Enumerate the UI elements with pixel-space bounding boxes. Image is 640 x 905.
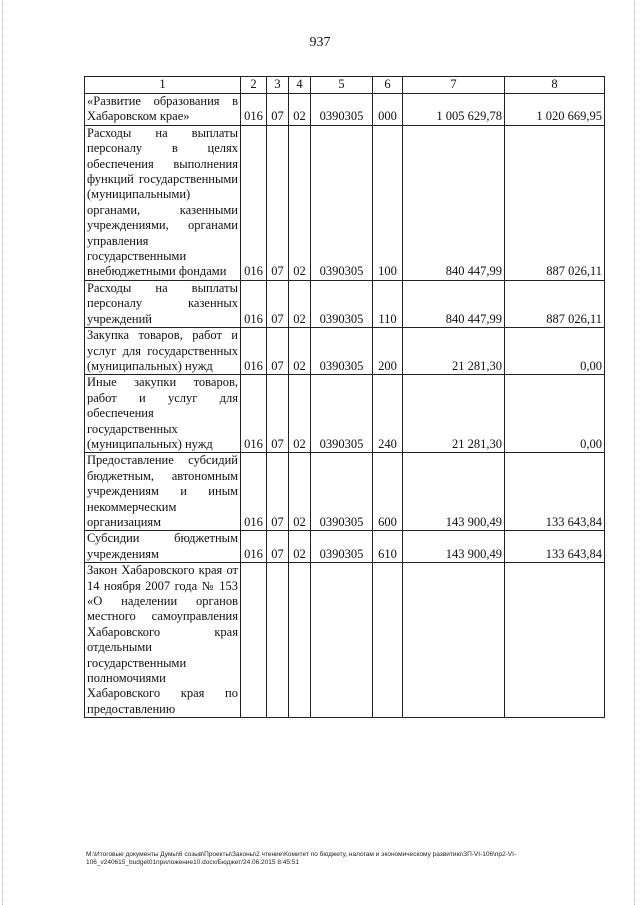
row-amount-year1: 21 281,30: [403, 375, 505, 453]
budget-table: [84, 76, 605, 718]
row-amount-year1: 1 005 629,78: [403, 94, 505, 126]
row-amount-year2: 1 020 669,95: [505, 94, 605, 126]
row-description: Расходы на выплаты персоналу в целях обеспечения выполнения функций государственными (муниципальными) органами, казенными учреждениями, органами управления государственными внебюджетными фондами: [85, 125, 241, 280]
row-description: Закупка товаров, работ и услуг для государственных (муниципальных) нужд: [85, 328, 241, 375]
row-description: Расходы на выплаты персоналу казенных учреждений: [85, 280, 241, 327]
row-ministry-code: 016: [241, 280, 267, 327]
scan-margin-right: [634, 0, 636, 905]
header-col-3: 3: [267, 77, 289, 94]
row-subsection: [289, 563, 311, 718]
footer-line-1: М:\Итоговые документы Думы\6 созыв\Проекты\Законы\2 чтение\Комитет по бюджету, налогам и экономическому развитию\ЗП-VI-106\пр2-VI-: [86, 851, 517, 858]
row-target-article: 0390305: [311, 94, 373, 126]
row-ministry-code: 016: [241, 328, 267, 375]
row-amount-year1: 840 447,99: [403, 280, 505, 327]
row-amount-year1: [403, 563, 505, 718]
row-section: 07: [267, 125, 289, 280]
row-subsection: 02: [289, 375, 311, 453]
row-target-article: 0390305: [311, 125, 373, 280]
row-target-article: 0390305: [311, 453, 373, 531]
row-section: 07: [267, 453, 289, 531]
row-subsection: 02: [289, 94, 311, 126]
row-description: Закон Хабаровского края от 14 ноября 2007 года № 153 «О наделении органов местного самоуправления Хабаровского края отдельными государственными полномочиями Хабаровского края по предоставлению: [85, 563, 241, 718]
row-section: 07: [267, 375, 289, 453]
table-row: [85, 531, 605, 563]
row-target-article: [311, 563, 373, 718]
row-description: Предоставление субсидий бюджетным, автономным учреждениям и иным некоммерческим организациям: [85, 453, 241, 531]
row-subsection: 02: [289, 328, 311, 375]
row-ministry-code: [241, 563, 267, 718]
row-description: Иные закупки товаров, работ и услуг для обеспечения государственных (муниципальных) нужд: [85, 375, 241, 453]
table-row: [85, 375, 605, 453]
row-expense-type: 610: [373, 531, 403, 563]
row-amount-year2: 0,00: [505, 375, 605, 453]
row-target-article: 0390305: [311, 328, 373, 375]
row-expense-type: 240: [373, 375, 403, 453]
table-header-row: [85, 77, 605, 94]
row-amount-year1: 143 900,49: [403, 531, 505, 563]
row-target-article: 0390305: [311, 531, 373, 563]
table-row: [85, 125, 605, 280]
scan-margin-left: [2, 0, 4, 905]
row-amount-year2: 133 643,84: [505, 531, 605, 563]
row-target-article: 0390305: [311, 375, 373, 453]
row-amount-year1: 143 900,49: [403, 453, 505, 531]
row-ministry-code: 016: [241, 375, 267, 453]
file-path-footer: [86, 851, 606, 867]
row-expense-type: 110: [373, 280, 403, 327]
table-row: [85, 453, 605, 531]
row-ministry-code: 016: [241, 125, 267, 280]
row-ministry-code: 016: [241, 531, 267, 563]
row-amount-year1: 840 447,99: [403, 125, 505, 280]
header-col-7: 7: [403, 77, 505, 94]
row-expense-type: 200: [373, 328, 403, 375]
row-amount-year1: 21 281,30: [403, 328, 505, 375]
row-section: [267, 563, 289, 718]
row-subsection: 02: [289, 531, 311, 563]
header-col-2: 2: [241, 77, 267, 94]
row-section: 07: [267, 280, 289, 327]
row-amount-year2: [505, 563, 605, 718]
row-subsection: 02: [289, 280, 311, 327]
row-description: «Развитие образования в Хабаровском крае»: [85, 94, 241, 126]
row-target-article: 0390305: [311, 280, 373, 327]
table-row: [85, 280, 605, 327]
row-section: 07: [267, 94, 289, 126]
row-amount-year2: 133 643,84: [505, 453, 605, 531]
row-subsection: 02: [289, 453, 311, 531]
footer-line-2: 106_v240615_budget01приложение10.docx/Бюджет/24.06.2015 8:45:51: [86, 859, 300, 866]
row-section: 07: [267, 531, 289, 563]
table-row: [85, 563, 605, 718]
row-expense-type: 100: [373, 125, 403, 280]
row-expense-type: 000: [373, 94, 403, 126]
row-ministry-code: 016: [241, 453, 267, 531]
table-row: [85, 328, 605, 375]
table-row: [85, 94, 605, 126]
row-amount-year2: 887 026,11: [505, 125, 605, 280]
page-number: 937: [309, 35, 331, 50]
header-col-1: 1: [85, 77, 241, 94]
row-amount-year2: 0,00: [505, 328, 605, 375]
header-col-4: 4: [289, 77, 311, 94]
row-amount-year2: 887 026,11: [505, 280, 605, 327]
row-expense-type: [373, 563, 403, 718]
row-expense-type: 600: [373, 453, 403, 531]
row-subsection: 02: [289, 125, 311, 280]
header-col-6: 6: [373, 77, 403, 94]
row-section: 07: [267, 328, 289, 375]
row-description: Субсидии бюджетным учреждениям: [85, 531, 241, 563]
row-ministry-code: 016: [241, 94, 267, 126]
header-col-5: 5: [311, 77, 373, 94]
header-col-8: 8: [505, 77, 605, 94]
